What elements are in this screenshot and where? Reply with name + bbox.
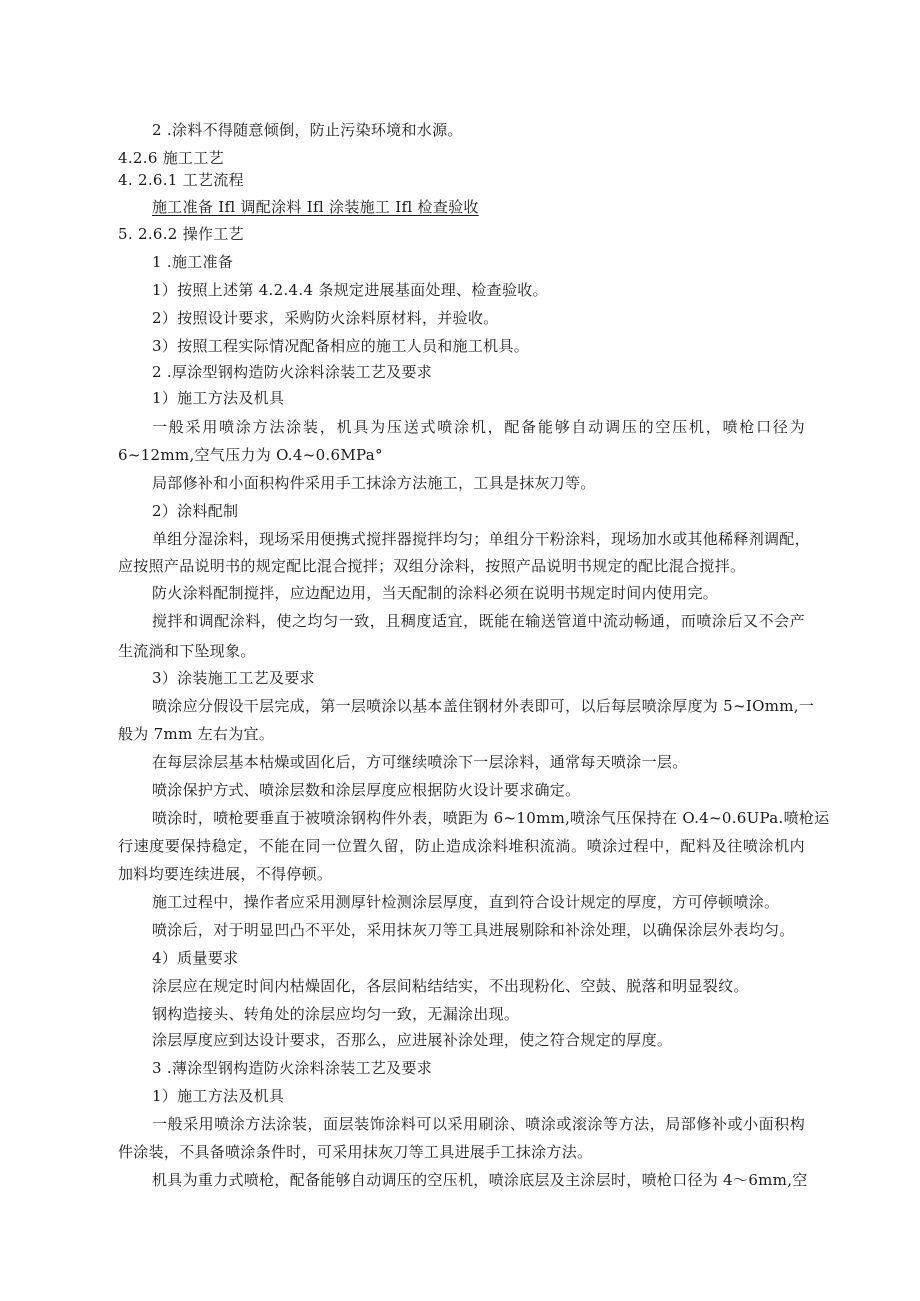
text-line: 行速度要保持稳定，不能在同一位置久留，防止造成涂料堆积流淌。喷涂过程中，配料及往喷涂机内 [118, 837, 805, 855]
text-line: 加料均要连续进展，不得停顿。 [118, 865, 333, 883]
text-line: 1 .施工准备 [152, 253, 234, 271]
text-line: 2）按照设计要求，采购防火涂料原材料，并验收。 [152, 309, 499, 327]
text-line: 1）施工方法及机具 [152, 389, 285, 407]
text-line: 2）涂料配制 [152, 502, 239, 520]
text-line: 单组分湿涂料，现场采用便携式搅拌器搅拌均匀；单组分干粉涂料，现场加水或其他稀释剂调配， [152, 530, 810, 548]
text-line: 5. 2.6.2 操作工艺 [118, 225, 244, 243]
text-line: 4.2.6 施工工艺 [118, 149, 224, 167]
text-line: 局部修补和小面积构件采用手工抹涂方法施工，工具是抹灰刀等。 [152, 474, 596, 492]
text-line: 一般采用喷涂方法涂装，机具为压送式喷涂机，配备能够自动调压的空压机，喷枪口径为 [152, 418, 805, 436]
text-line: 应按照产品说明书的规定配比混合搅拌；双组分涂料，按照产品说明书规定的配比混合搅拌。 [118, 557, 746, 575]
text-line: 1）施工方法及机具 [152, 1087, 285, 1105]
text-line: 钢构造接头、转角处的涂层应均匀一致，无漏涂出现。 [152, 1005, 520, 1023]
text-line: 喷涂后，对于明显凹凸不平处，采用抹灰刀等工具进展剔除和补涂处理，以确保涂层外表均匀。 [152, 921, 795, 939]
text-line: 件涂装，不具备喷涂条件时，可采用抹灰刀等工具进展手工抹涂方法。 [118, 1143, 593, 1161]
text-line: 6~12mm,空气压力为 O.4~0.6MPa° [118, 446, 383, 464]
text-line: 涂层应在规定时间内枯燥固化，各层间粘结结实，不出现粉化、空鼓、脱落和明显裂纹。 [152, 977, 749, 995]
text-line: 搅拌和调配涂料，使之均匀一致，且稠度适宜，既能在输送管道中流动畅通，而喷涂后又不会产 [152, 612, 805, 630]
text-line: 般为 7mm 左右为宜。 [118, 725, 275, 743]
text-line: 2 .厚涂型钢构造防火涂料涂装工艺及要求 [152, 363, 433, 381]
text-line: 机具为重力式喷枪，配备能够自动调压的空压机，喷涂底层及主涂层时，喷枪口径为 4～6mm,空 [152, 1171, 808, 1189]
text-line: 一般采用喷涂方法涂装，面层装饰涂料可以采用刷涂、喷涂或滚涂等方法，局部修补或小面积构 [152, 1115, 805, 1133]
text-line: 涂层厚度应到达设计要求，否那么，应进展补涂处理，使之符合规定的厚度。 [152, 1031, 673, 1049]
text-line: 3 .薄涂型钢构造防火涂料涂装工艺及要求 [152, 1059, 433, 1077]
text-line: 防火涂料配制搅拌，应边配边用，当天配制的涂料必须在说明书规定时间内使用完。 [152, 584, 719, 602]
text-line: 施工过程中，操作者应采用测厚针检测涂层厚度，直到符合设计规定的厚度，方可停顿喷涂。 [152, 893, 780, 911]
text-line: 2 .涂料不得随意倾倒，防止污染环境和水源。 [152, 121, 463, 139]
text-line: 1）按照上述第 4.2.4.4 条规定进展基面处理、检查验收。 [152, 281, 548, 299]
text-line: 在每层涂层基本枯燥或固化后，方可继续喷涂下一层涂料，通常每天喷涂一层。 [152, 753, 688, 771]
text-line: 喷涂应分假设干层完成，第一层喷涂以基本盖住钢材外表即可，以后每层喷涂厚度为 5~IOmm,一 [152, 697, 815, 715]
text-line: 3）涂装施工工艺及要求 [152, 669, 315, 687]
text-line: 喷涂时，喷枪要垂直于被喷涂钢构件外表，喷距为 6~10mm,喷涂气压保持在 O.4~0.6UPa.喷枪运 [152, 809, 830, 827]
text-line: 生流淌和下坠现象。 [118, 642, 256, 660]
process-flow-line: 施工准备 Ifl 调配涂料 Ifl 涂装施工 Ifl 检查验收 [152, 198, 479, 216]
text-line: 4. 2.6.1 工艺流程 [118, 171, 244, 189]
text-line: 3）按照工程实际情况配备相应的施工人员和施工机具。 [152, 337, 530, 355]
text-line: 4）质量要求 [152, 949, 239, 967]
text-line: 喷涂保护方式、喷涂层数和涂层厚度应根据防火设计要求确定。 [152, 781, 581, 799]
